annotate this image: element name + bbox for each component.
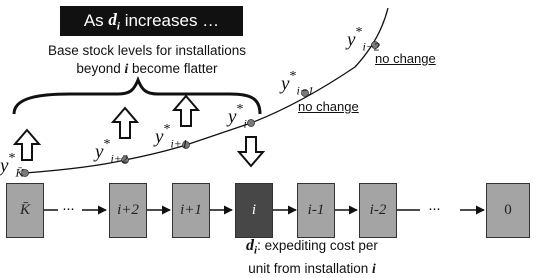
cost-note: [222, 237, 402, 278]
up-arrow-i-plus-2: [113, 108, 137, 138]
label-y-i-plus-1: $y^*_{i+1}$: [155, 122, 188, 151]
header-prefix: As: [83, 11, 104, 30]
installation-i-plus-2: i+2: [109, 183, 147, 238]
header-variable: $d_i$: [108, 9, 120, 33]
installation-i-minus-2: i-2: [359, 183, 397, 238]
ellipsis-left: ···: [62, 200, 74, 217]
label-y-i-plus-2: $y^*_{i+2}$: [95, 137, 128, 166]
header-suffix: increases …: [124, 11, 220, 30]
note-no-change-upper: no change: [375, 51, 436, 66]
label-y-i-minus-2: $y^*_{i-2}$: [347, 25, 380, 54]
up-arrow-i-plus-1: [174, 96, 198, 126]
ellipsis-right: ···: [428, 200, 440, 217]
curve-point-i: [248, 120, 255, 127]
note-no-change-lower: no change: [298, 99, 359, 114]
cost-note-line-2: unit from installation i: [248, 260, 376, 276]
installation-i: i: [235, 183, 273, 238]
subtitle-line-1: Base stock levels for installations: [47, 43, 247, 58]
installation-i-plus-1: i+1: [172, 183, 210, 238]
group-brace: [14, 80, 260, 114]
cost-note-line-1: $d_i$: expediting cost per: [246, 237, 378, 257]
subtitle-line-2: beyond i become flatter: [76, 61, 218, 76]
label-y-i-minus-1: $y^*_{i-1}$: [281, 69, 314, 98]
installation-kbar: K̄: [6, 183, 44, 238]
label-y-kbar: $y^*_{K̄}$: [0, 151, 24, 180]
base-stock-curve: [25, 8, 388, 173]
down-arrow-i: [239, 137, 263, 166]
label-y-i: $y^*_i$: [228, 102, 247, 131]
installation-i-minus-1: i-1: [297, 183, 335, 238]
installation-0: 0: [486, 183, 530, 238]
